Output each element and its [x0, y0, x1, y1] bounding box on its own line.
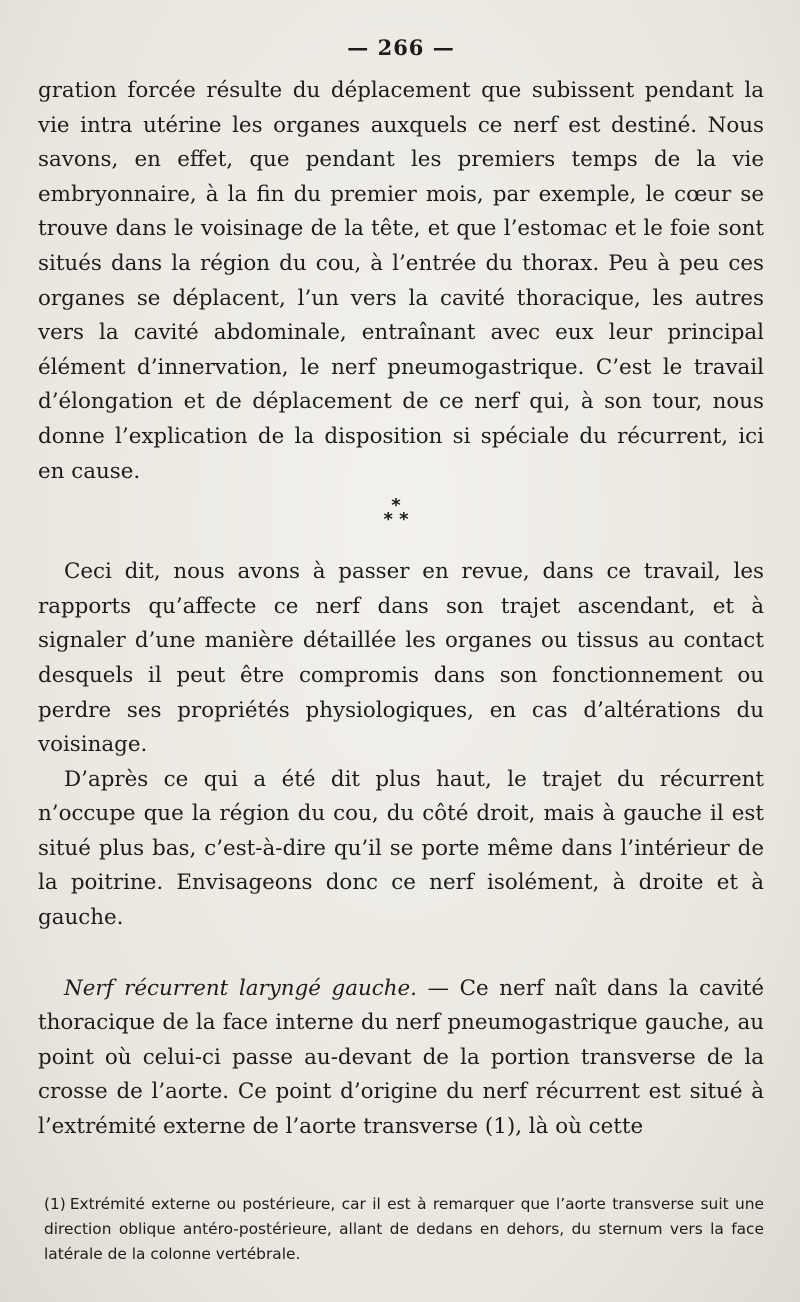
- section-heading-italic: Nerf récurrent laryngé gauche.: [64, 975, 417, 1001]
- footnote-mark: (1): [44, 1195, 66, 1213]
- asterism: * * *: [383, 495, 409, 531]
- paragraph-nerf-gauche: [38, 972, 764, 1145]
- paragraph-trajet: D’après ce qui a été dit plus haut, le trajet du récurrent n’occupe que la région du cou, du côté droit, mais à gauche il est situé plus bas, c’est-à-dire qu’il se porte même dans l’intérieur de la poitrine. Envisageons donc ce nerf isolément, à droite et à gauche.: [38, 766, 764, 931]
- section-body-text: — Ce nerf naît dans la cavité thoracique de la face interne du nerf pneumogastrique gauche, au point où celui-ci passe au-devant de la portion transverse de la crosse de l’aorte. Ce point d’origine du nerf récurrent est situé à l’extrémité externe de l’aorte transverse (1), là où cette: [38, 975, 765, 1140]
- paragraph-gap: [38, 936, 764, 972]
- paragraph-continuation: gration forcée résulte du déplacement que subissent pendant la vie intra utérine les organes auxquels ce nerf est destiné. Nous savons, en effet, que pendant les premiers temps de la vie embryonnaire, à la fin du premier mois, par exemple, le cœur se trouve dans le voisinage de la tête, et que l’estomac et le foie sont situés dans la région du cou, à l’entrée du thorax. Peu à peu ces organes se déplacent, l’un vers la cavité thoracique, les autres vers la cavité abdominale, entraînant avec eux leur principal élément d’innervation, le nerf pneumogastrique. C’est le travail d’élongation et de déplacement de ce nerf qui, à son tour, nous donne l’explication de la disposition si spéciale du récurrent, ici en cause.: [38, 78, 764, 484]
- paragraph-ceci-dit: Ceci dit, nous avons à passer en revue, dans ce travail, les rapports qu’affecte ce nerf dans son trajet ascendant, et à signaler d’une manière détaillée les organes ou tissus au contact desquels il peut être compromis dans son fonctionnement ou perdre ses propriétés physiologiques, en cas d’altérations du voisinage.: [38, 559, 764, 758]
- section-separator: [38, 489, 764, 555]
- footnote: [44, 1192, 764, 1267]
- footnote-text: Extrémité externe ou postérieure, car il est à remarquer que l’aorte transverse suit une direction oblique antéro-postérieure, allant de dedans en dehors, du sternum vers la face latérale de la colonne vertébrale.: [44, 1195, 764, 1263]
- page-number: — 266 —: [347, 35, 455, 60]
